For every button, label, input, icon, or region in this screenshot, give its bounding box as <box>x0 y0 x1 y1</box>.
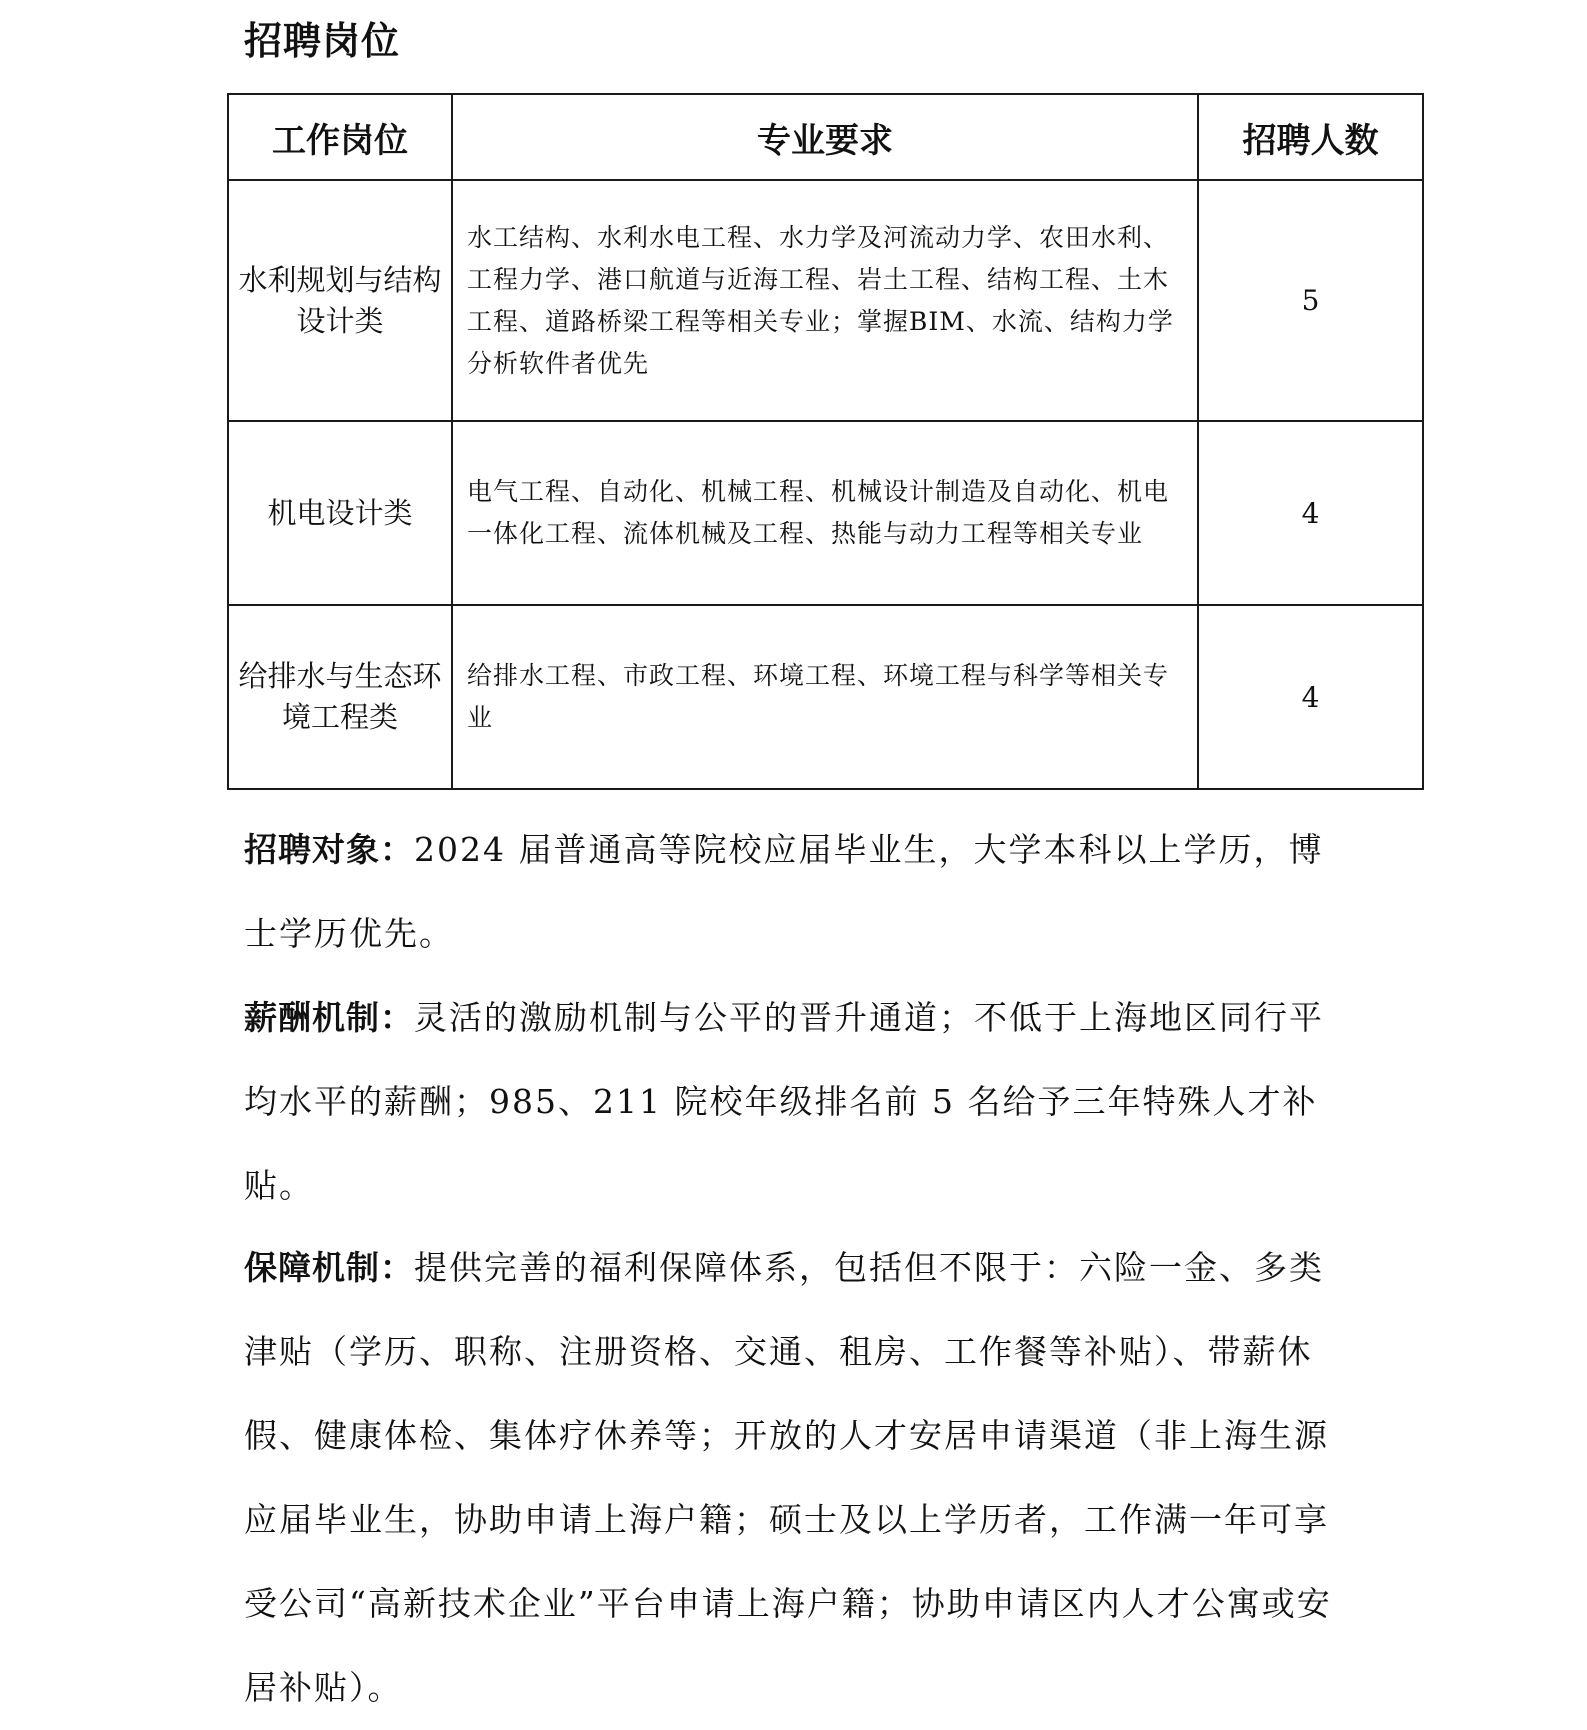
requirement-cell: 水工结构、水利水电工程、水力学及河流动力学、农田水利、工程力学、港口航道与近海工程、岩土工程、结构工程、土木工程、道路桥梁工程等相关专业；掌握BIM、水流、结构力学分析软件者优先 <box>452 180 1198 421</box>
count-cell: 5 <box>1198 180 1423 421</box>
benefit-label: 保障机制： <box>244 1248 414 1287</box>
requirement-cell: 电气工程、自动化、机械工程、机械设计制造及自动化、机电一体化工程、流体机械及工程、热能与动力工程等相关专业 <box>452 421 1198 605</box>
position-cell: 机电设计类 <box>228 421 452 605</box>
salary-label: 薪酬机制： <box>244 998 414 1037</box>
recruitment-target-text: 2024 届普通高等院校应届毕业生，大学本科以上学历，博士学历优先。 <box>244 830 1324 953</box>
requirement-cell: 给排水工程、市政工程、环境工程、环境工程与科学等相关专业 <box>452 605 1198 789</box>
salary-paragraph <box>244 976 1354 1228</box>
header-count: 招聘人数 <box>1198 94 1423 180</box>
section-title: 招聘岗位 <box>244 19 401 63</box>
header-position: 工作岗位 <box>228 94 452 180</box>
count-cell: 4 <box>1198 421 1423 605</box>
recruitment-target-paragraph <box>244 808 1354 976</box>
position-cell: 水利规划与结构设计类 <box>228 180 452 421</box>
benefit-text: 提供完善的福利保障体系，包括但不限于：六险一金、多类津贴（学历、职称、注册资格、交通、租房、工作餐等补贴）、带薪休假、健康体检、集体疗休养等；开放的人才安居申请渠道（非上海生源应届毕业生，协助申请上海户籍；硕士及以上学历者，工作满一年可享受公司“高新技术企业”平台申请上海户籍；协助申请区内人才公寓或安居补贴）。 <box>244 1248 1332 1707</box>
table-row <box>228 421 1423 605</box>
recruitment-target-label: 招聘对象： <box>244 830 414 869</box>
position-cell: 给排水与生态环境工程类 <box>228 605 452 789</box>
table-row <box>228 180 1423 421</box>
table-row <box>228 605 1423 789</box>
header-requirement: 专业要求 <box>452 94 1198 180</box>
benefit-paragraph <box>244 1226 1354 1730</box>
count-cell: 4 <box>1198 605 1423 789</box>
table-header-row <box>228 94 1423 180</box>
recruitment-table <box>227 93 1424 790</box>
salary-text: 灵活的激励机制与公平的晋升通道；不低于上海地区同行平均水平的薪酬；985、211 院校年级排名前 5 名给予三年特殊人才补贴。 <box>244 998 1324 1205</box>
